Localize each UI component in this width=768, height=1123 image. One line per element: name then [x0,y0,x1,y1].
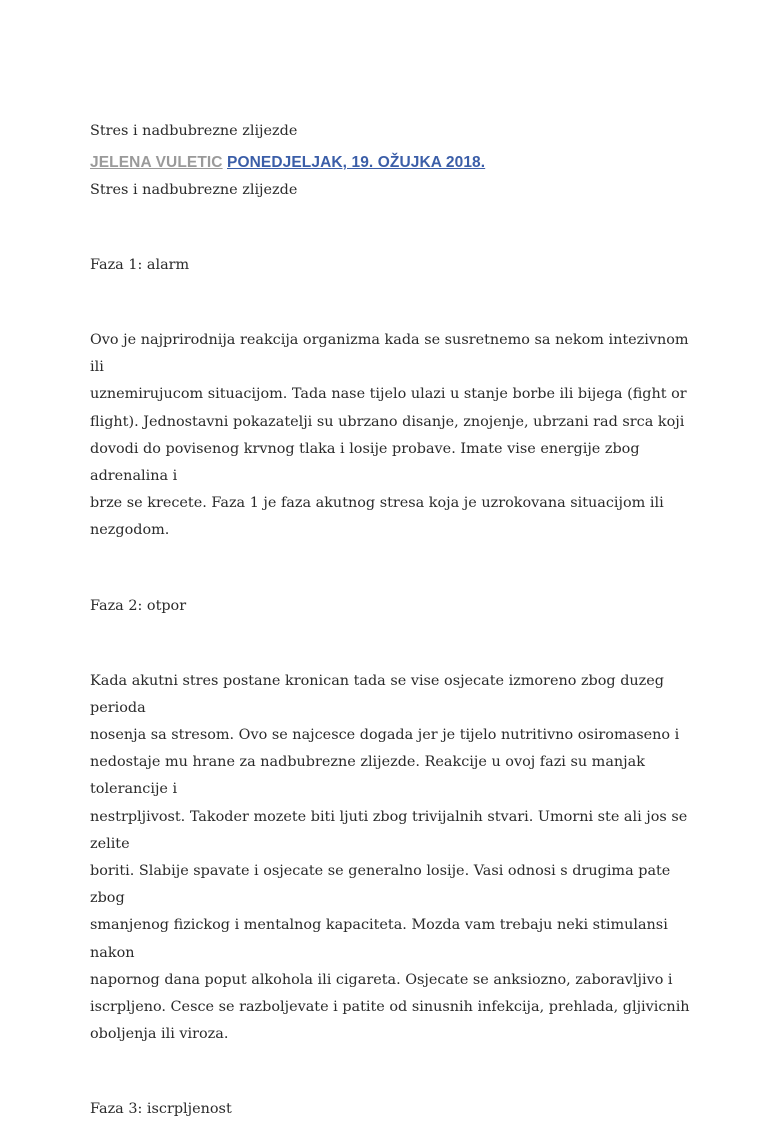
phase2-line: nosenja sa stresom. Ovo se najcesce dogada jer je tijelo nutritivno osiromaseno i [90,727,680,744]
article-subtitle: Stres i nadbubrezne zlijezde [90,182,298,198]
article [90,118,690,1123]
byline [90,151,690,175]
phase2-line: boriti. Slabije spavate i osjecate se generalno losije. Vasi odnosi s drugima pate zbog [90,863,671,907]
author-link[interactable]: JELENA VULETIC [90,154,223,171]
phase2-line: Kada akutni stres postane kronican tada se vise osjecate izmoreno zbog duzeg perioda [90,672,664,716]
phase1-line: brze se krecete. Faza 1 je faza akutnog stresa koja je uzrokovana situacijom ili nezgodom. [90,495,664,539]
phase1-paragraph [90,327,690,545]
phase3-heading: Faza 3: iscrpljenost [90,1101,232,1118]
phase1-line: dovodi do povisenog krvnog tlaka i losije probave. Imate vise energije zbog adrenalina i [90,440,640,485]
phase1-line: Ovo je najprirodnija reakcija organizma kada se susretnemo sa nekom intezivnom ili [90,332,689,376]
phase2-heading: Faza 2: otpor [90,597,187,614]
phase1-heading: Faza 1: alarm [90,257,190,273]
phase2-line: iscrpljeno. Cesce se razboljevate i patite od sinusnih infekcija, prehlada, gljivicnih [90,999,690,1016]
phase2-line: smanjenog fizickog i mentalnog kapaciteta. Mozda vam trebaju neki stimulansi nakon [90,917,668,961]
phase2-line: nestrpljivost. Takoder mozete biti ljuti zbog trivijalnih stvari. Umorni ste ali jos se zelite [90,808,688,852]
article-top-title: Stres i nadbubrezne zlijezde [90,123,298,139]
phase1-line: flight). Jednostavni pokazatelji su ubrzano disanje, znojenje, ubrzani rad srca koji [90,413,685,430]
phase2-line: napornog dana poput alkohola ili cigareta. Osjecate se anksiozno, zaboravljivo i [90,971,673,988]
date-link[interactable]: PONEDJELJAK, 19. OŽUJKA 2018. [227,154,486,171]
phase2-line: nedostaje mu hrane za nadbubrezne zlijezde. Reakcije u ovoj fazi su manjak tolerancije i [90,754,645,798]
phase2-line: oboljenja ili viroza. [90,1026,229,1043]
phase1-line: uznemirujucom situacijom. Tada nase tijelo ulazi u stanje borbe ili bijega (fight or [90,386,687,403]
phase2-paragraph [90,668,690,1049]
